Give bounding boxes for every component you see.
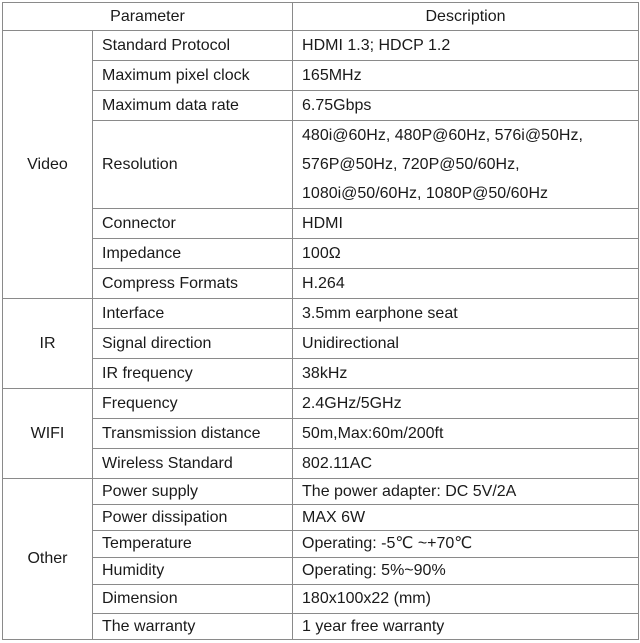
desc-cell: 3.5mm earphone seat: [293, 299, 639, 329]
desc-cell: HDMI: [293, 209, 639, 239]
table-row: [3, 614, 639, 640]
desc-line: 1080i@50/60Hz, 1080P@50/60Hz: [302, 185, 548, 202]
desc-cell: Operating: 5%~90%: [293, 558, 639, 585]
desc-cell: H.264: [293, 269, 639, 299]
table-row: [3, 61, 639, 91]
table-row: [3, 389, 639, 419]
desc-cell: 6.75Gbps: [293, 91, 639, 121]
desc-cell: Operating: -5℃ ~+70℃: [293, 531, 639, 558]
param-cell: Resolution: [93, 121, 293, 209]
table-row: [3, 121, 639, 209]
desc-cell: HDMI 1.3; HDCP 1.2: [293, 31, 639, 61]
param-cell: Maximum pixel clock: [93, 61, 293, 91]
desc-cell: Unidirectional: [293, 329, 639, 359]
group-ir: IR: [3, 299, 93, 389]
param-cell: Impedance: [93, 239, 293, 269]
desc-cell: 2.4GHz/5GHz: [293, 389, 639, 419]
desc-line: 480i@60Hz, 480P@60Hz, 576i@50Hz,: [302, 127, 583, 144]
table-row: [3, 558, 639, 585]
param-cell: Connector: [93, 209, 293, 239]
table-row: [3, 239, 639, 269]
param-cell: Humidity: [93, 558, 293, 585]
param-cell: Temperature: [93, 531, 293, 558]
description-header: Description: [293, 3, 639, 31]
param-cell: Interface: [93, 299, 293, 329]
table-row: [3, 531, 639, 558]
desc-cell: 38kHz: [293, 359, 639, 389]
group-wifi: WIFI: [3, 389, 93, 479]
table-row: [3, 585, 639, 614]
param-cell: Wireless Standard: [93, 449, 293, 479]
header-row: [3, 3, 639, 31]
param-cell: Transmission distance: [93, 419, 293, 449]
desc-cell: 165MHz: [293, 61, 639, 91]
table-row: [3, 449, 639, 479]
desc-cell: The power adapter: DC 5V/2A: [293, 479, 639, 505]
param-cell: Maximum data rate: [93, 91, 293, 121]
desc-cell: 1 year free warranty: [293, 614, 639, 640]
table-row: [3, 479, 639, 505]
param-cell: Power supply: [93, 479, 293, 505]
table-row: [3, 209, 639, 239]
param-cell: Compress Formats: [93, 269, 293, 299]
desc-cell: 802.11AC: [293, 449, 639, 479]
table-row: [3, 299, 639, 329]
desc-cell: 180x100x22 (mm): [293, 585, 639, 614]
table-row: [3, 419, 639, 449]
group-other: Other: [3, 479, 93, 640]
group-video: Video: [3, 31, 93, 299]
desc-cell: [293, 121, 639, 209]
param-cell: Power dissipation: [93, 505, 293, 531]
desc-cell: MAX 6W: [293, 505, 639, 531]
table-row: [3, 269, 639, 299]
parameter-header: Parameter: [3, 3, 293, 31]
table-row: [3, 329, 639, 359]
table-row: [3, 91, 639, 121]
param-cell: Dimension: [93, 585, 293, 614]
spec-table: [2, 2, 639, 640]
param-cell: Signal direction: [93, 329, 293, 359]
param-cell: Standard Protocol: [93, 31, 293, 61]
desc-cell: 50m,Max:60m/200ft: [293, 419, 639, 449]
param-cell: Frequency: [93, 389, 293, 419]
param-cell: IR frequency: [93, 359, 293, 389]
table-row: [3, 505, 639, 531]
desc-cell: 100Ω: [293, 239, 639, 269]
desc-line: 576P@50Hz, 720P@50/60Hz,: [302, 156, 520, 173]
table-row: [3, 359, 639, 389]
table-row: [3, 31, 639, 61]
param-cell: The warranty: [93, 614, 293, 640]
